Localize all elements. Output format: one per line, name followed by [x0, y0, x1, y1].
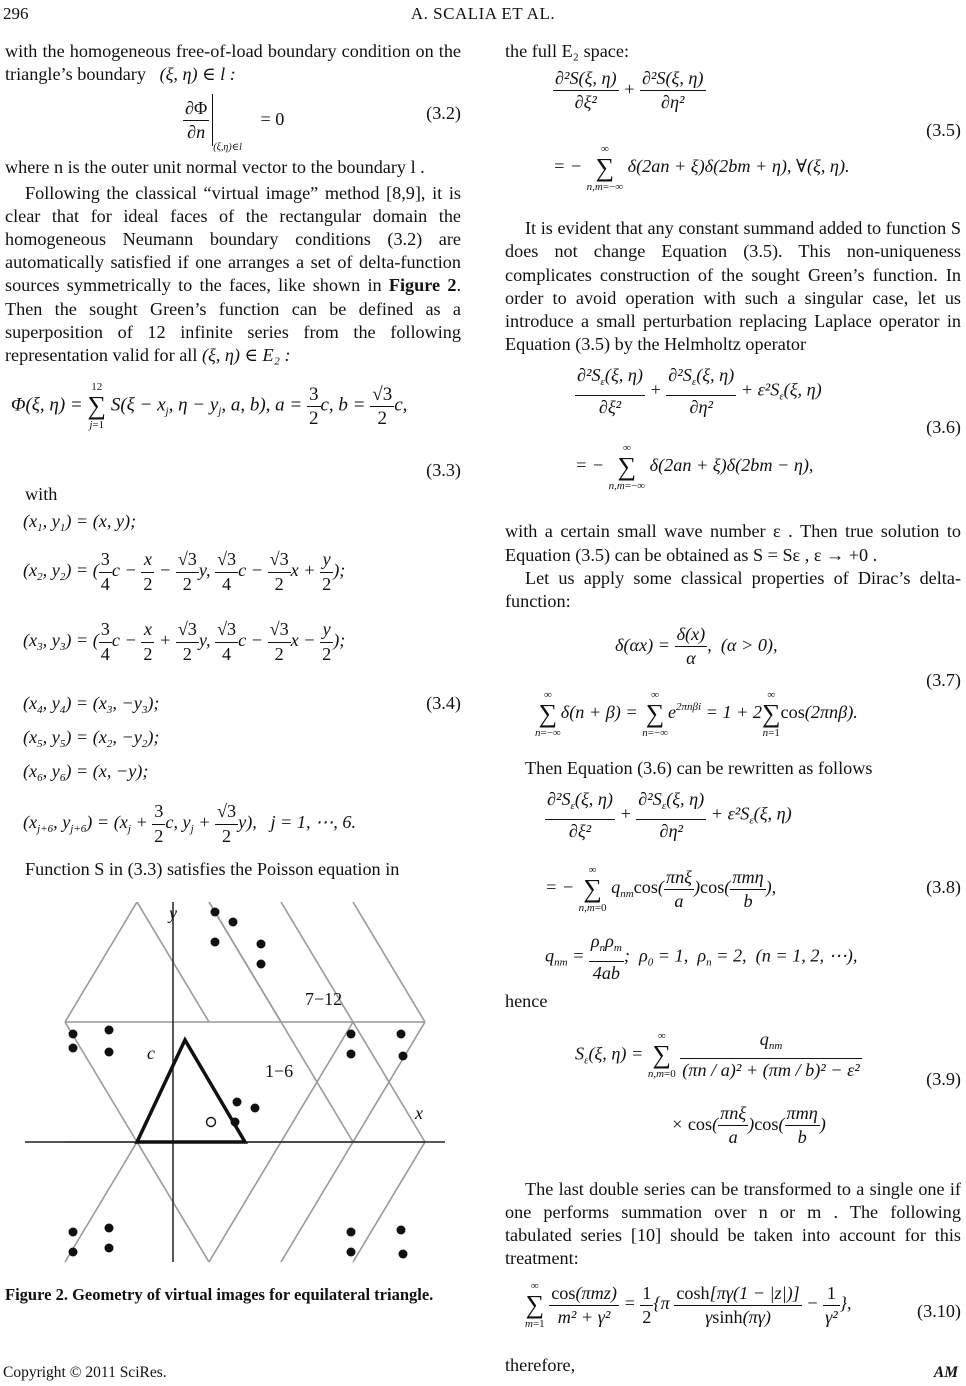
right-paragraph-3: with a certain small wave number ε . Then true solution to Equation (3.5) can be obtained as S = Sε , ε → +0 .: [505, 521, 961, 565]
equation-3-2: $\frac{\partial\Phi}{\partial n}$ $_{(\xi,\eta)\in l}$ = 0 (3.2): [5, 86, 461, 156]
equation-3-8: $\frac{\partial^2S_\varepsilon(\xi, \eta)}{\text{∂ξ²}}$ + $\frac{\partial^2S_\varepsilon(\xi, \eta)}{\text{∂η²}}$ + $\varepsilon^2S_\varepsilon(\xi$, η) = − ∞ ∑ n,m=0 $q_{nm}\cos$( $\frac{\text{πnξ}}{a}$ )cos( $\frac{\text{πmη}}{b}$ ), $q_{nm}$ = $\frac{\rho_n\rho_m}{4ab}$ ; $\rho_0 = 1$, $\rho_n = 2$, (n = 1, 2, ⋯), (3.8): [545, 789, 961, 983]
y-axis-label: y: [169, 902, 177, 923]
figure-caption: Figure 2. Geometry of virtual images for equilateral triangle.: [5, 1284, 434, 1304]
left-paragraph-2: where n is the outer unit normal vector to the boundary l .: [5, 157, 425, 178]
left-paragraph-1: with the homogeneous free-of-load boundary condition on the triangle’s boundary (ξ, η) ∈ l :: [5, 41, 461, 85]
equation-3-10: ∞ ∑ m=1 $\frac{\text{cos(πmz)}}{\text{m² + γ²}}$ = $\frac{1}{2}$ {π $\frac{\cosh[\pi\gamma(1 - |z|)]}{\gamma\sinh(\pi\gamma)}$ − $\frac{1}{\text{γ²}}$ }, (3.10): [525, 1280, 961, 1331]
left-paragraph-3: Following the classical “virtual image” method [8,9], it is clear that for ideal faces of the rectangular domain the homogeneous Neumann boundary conditions (3.2) are automatically satisfied if one arranges a set of delta-function sources symmetrically to the faces, like shown in Figure 2. Then the sought Green’s function can be defined as a superposition of 12 infinite series from the following representation valid for all (ξ, η) ∈ E₂ :: [5, 182, 461, 366]
equation-3-3: Φ(ξ, η) = 12 ∑ j=1 $S(\xi - x_j$, $\eta - y_j$, a, b), a = $\frac{3}{2}$ c, b = $\frac{√3}{2}$ c,: [11, 381, 408, 432]
equation-3-4: ($x_1$, $y_1) = (x$, y); ($x_2$, $y_2$) = ( $\frac{3}{4}$ c − $\frac{x}{2}$ − $\frac{√3}{2}$ y, $\frac{√3}{4}$ c − $\frac{√3}{2}$ x + $\frac{y}{2}$ ); ($x_3$, $y_3$) = ( $\frac{3}{4}$ c − $\frac{x}{2}$ + $\frac{√3}{2}$ y, $\frac{√3}{4}$ c − $\frac{√3}{2}$ x − $\frac{y}{2}$ ); ($x_4$, $y_4) = (x_3$, $-y_3$); ($x_5$, $y_5) = (x_2$, $-y_2$); ($x_6$, $y_6) = (x$, −y); ($x_{j+6}$, $y_{j+6}) = (x_j$ + $\frac{3}{2}$ c, $y_j$ + $\frac{√3}{2}$ y), j = 1, ⋯, 6. (3.4): [23, 511, 461, 846]
therefore-label: therefore,: [505, 1355, 576, 1376]
right-paragraph-1: the full E₂ space:: [505, 41, 630, 61]
left-column: with the homogeneous free-of-load boundary condition on the triangle’s boundary (ξ, η) ∈ l : $\frac{\partial\Phi}{\partial n}$ $_{(\xi,\eta)\in l}$ = 0 (3.2) where n is the outer unit normal vector to the boundary l . Following the classical “virtual image” method [8,9], it is clear that for ideal faces of the rectangular domain the homogeneous Neumann boundary conditions (3.2) are automatically satisfied if one arranges a set of delta-function sources symmetrically to the faces, like shown in Figure 2. Then the sought Green’s function can be defined as a superposition of 12 infinite series from the following representation valid for all (ξ, η) ∈ E₂ : Φ(ξ, η) = 12 ∑ j=1 $S(\xi - x_j$, $\eta - y_j$, a, b), a = $\frac{3}{2}$ c, b = $\frac{√3}{2}$ c, (3.3) with ($x_1$, $y_1) = (x$, y); ($x_2$, $y_2$) = ( $\frac{3}{4}$ c − $\frac{x}{2}$ − $\frac{√3}{2}$ y, $\frac{√3}{4}$ c − $\frac{√3}{2}$ x + $\frac{y}{2}$ ); ($x_3$, $y_3$) = ( $\frac{3}{4}$ c − $\frac{x}{2}$ + $\frac{√3}{2}$ y, $\frac{√3}{4}$ c − $\frac{√3}{2}$ x − $\frac{y}{2}$ ); ($x_4$, $y_4) = (x_3$, $-y_3$); ($x_5$, $y_5) = (x_2$, $-y_2$); ($x_6$, $y_6) = (x$, −y); ($x_{j+6}$, $y_{j+6}) = (x_j$ + $\frac{3}{2}$ c, $y_j$ + $\frac{√3}{2}$ y), j = 1, ⋯, 6. (3.4) Function S in (3.3) satisfies the Poisson equation in y x c 1−6 7−12 Figure 2. Geometry of virtual images for equilateral triangle.: [5, 40, 461, 1305]
right-paragraph-2: It is evident that any constant summand added to function S does not change Equation (3.5). This non-uniqueness complicates construction of the sought Green’s function. In order to avoid operation with such a singular case, let us introduce a small perturbation replacing Laplace operator in Equation (3.5) by the Helmholtz operator: [505, 218, 961, 355]
copyright: Copyright © 2011 SciRes.: [3, 1364, 167, 1381]
journal-abbrev: AM: [933, 1364, 958, 1381]
page-header: [0, 0, 966, 30]
running-head: A. SCALIA ET AL.: [410, 4, 556, 23]
equation-3-6: $\frac{\partial^2S_\varepsilon(\xi, \eta)}{\text{∂ξ²}}$ + $\frac{\partial^2S_\varepsilon(\xi, \eta)}{\text{∂η²}}$ + $\varepsilon^2S_\varepsilon(\xi$, η) = − ∞ ∑ n,m=−∞ δ(2an + ξ)δ(2bm − η), (3.6): [575, 365, 961, 493]
label-7-12: 7−12: [305, 988, 343, 1009]
with-label: with: [25, 484, 58, 505]
right-column: [505, 40, 961, 1378]
left-paragraph-4: Function S in (3.3) satisfies the Poisson equation in: [25, 859, 400, 880]
figure-2: [5, 902, 461, 1272]
x-axis-label: x: [415, 1102, 423, 1123]
label-1-6: 1−6: [265, 1060, 294, 1081]
side-c-label: c: [147, 1042, 155, 1063]
page-number: 296: [3, 4, 29, 23]
right-paragraph-4: Let us apply some classical properties of Dirac’s delta-function:: [505, 567, 961, 612]
right-paragraph-5: Then Equation (3.6) can be rewritten as follows: [525, 758, 873, 779]
hence-label: hence: [505, 991, 548, 1012]
equation-3-9: $S_\varepsilon(\xi$, η) = ∞ ∑ n,m=0 $\frac{q_{nm}}{\text{(πn / a)² + (πm / b)² − ε²}}$ × cos( $\frac{\text{πnξ}}{a}$ )cos( $\frac{\text{πmη}}{b}$ ) (3.9): [575, 1028, 961, 1147]
virtual-images-diagram: [5, 902, 461, 1272]
equation-3-7: δ(αx) = $\frac{\delta(x)}{\alpha}$ , (α > 0), ∞ ∑ n=−∞δ(n + β) = ∞ ∑ $n=-\infty e^{2\pi n\beta i} = 1 + 2\infty$ ∑ n=1cos(2πnβ). (3.7): [535, 624, 961, 740]
right-paragraph-6: The last double series can be transformed to a single one if one performs summation over n or m . The following tabulated series [10] should be taken into account for this treatment:: [505, 1178, 961, 1269]
equation-3-5: $\frac{\text{∂²S(ξ, η)}}{\text{∂ξ²}}$ + $\frac{\text{∂²S(ξ, η)}}{\text{∂η²}}$ = − ∞ ∑ n,m=−∞ δ(2an + ξ)δ(2bm + η), ∀(ξ, η). (3.5): [553, 68, 961, 194]
